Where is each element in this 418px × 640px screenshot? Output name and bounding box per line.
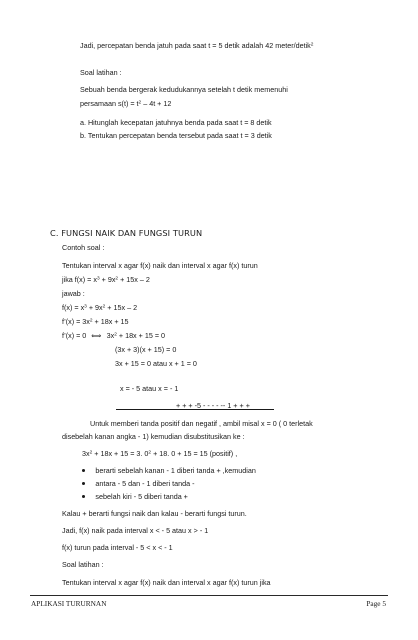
superscript: 2 [148,450,152,456]
number-line [116,409,274,410]
text: f’(x) = 3x [62,317,90,326]
superscript: 2 [89,450,93,456]
text: f’(x) = 0 [62,331,87,340]
step-2 [62,317,129,326]
example-label: Contoh soal : [62,243,105,252]
superscript: 2 [89,318,93,324]
bullet-icon [82,469,85,472]
superscript: 3 [96,276,100,282]
exercise-question: Tentukan interval x agar f(x) naik dan interval x agar f(x) turun jika [62,578,271,587]
superscript: 2 [102,304,106,310]
rule-statement: Kalau + berarti fungsi naik dan kalau - berarti fungsi turun. [62,509,247,518]
text: + 18. 0 + 15 = 15 (positif) , [151,449,238,458]
step-3 [62,331,165,340]
text: 3x [82,449,90,458]
list-item [82,492,188,501]
exercise-item-b: b. Tentukan percepatan benda tersebut pada saat t = 3 detik [80,131,272,140]
bullet-icon [82,495,85,498]
problem-line-1: Sebuah benda bergerak kedudukannya setelah t detik memenuhi [80,85,288,94]
section-title: C. FUNGSI NAIK DAN FUNGSI TURUN [50,228,203,238]
text: jika f(x) = x [62,275,97,284]
text: – 4t + 12 [141,99,172,108]
step-4: (3x + 3)(x + 15) = 0 [115,345,177,354]
text: 3x [106,331,115,340]
superscript: 2 [115,276,119,282]
conclusion-increasing: Jadi, f(x) naik pada interval x < - 5 atau x > - 1 [62,526,209,535]
exercise-item-a: a. Hitunglah kecepatan jatuhnya benda pada saat t = 8 detik [80,118,272,127]
text: + 15x – 2 [118,275,150,284]
superscript: 2 [114,332,117,338]
conclusion-line [80,41,313,50]
question-line: Tentukan interval x agar f(x) naik dan interval x agar f(x) turun [62,261,258,270]
bullet-icon [82,482,85,485]
superscript: 3 [84,304,87,310]
problem-line-2 [80,99,171,108]
text: + 9x [86,303,103,312]
superscript: 2 [138,100,142,106]
list-item-text: antara - 5 dan - 1 diberi tanda - [95,479,195,488]
list-item-text: sebelah kiri - 5 diberi tanda + [95,492,188,501]
step-5: 3x + 15 = 0 atau x + 1 = 0 [115,359,197,368]
explanation-line-1: Untuk memberi tanda positif dan negatif , ambil misal x = 0 ( 0 terletak [90,419,313,428]
text: + 15x – 2 [105,303,138,312]
superscript: 2 [310,42,314,48]
conclusion-text: Jadi, percepatan benda jatuh pada saat t = 5 detik adalah 42 meter/detik [80,41,311,50]
iff-arrow-icon: ⟺ [91,331,102,340]
substitution-line [82,449,237,458]
explanation-line-2: disebelah kanan angka - 1) kemudian disubstitusikan ke : [62,432,245,441]
given-function [62,275,150,284]
text: + 18x + 15 = 0 [116,331,166,340]
roots-line: x = - 5 atau x = - 1 [120,384,179,393]
step-1 [62,303,137,312]
list-item [82,466,256,475]
text: + 9x [99,275,116,284]
text: persamaan s(t) = t [80,99,139,108]
list-item-text: berarti sebelah kanan - 1 diberi tanda + ,kemudian [95,466,256,475]
conclusion-decreasing: f(x) turun pada interval - 5 < x < - 1 [62,543,173,552]
sign-chart: + + + -5 - - - - -- 1 + + + [176,401,250,410]
footer-divider [30,595,388,596]
footer-title: APLIKASI TURURNAN [31,599,107,608]
exercise-label-2: Soal latihan : [62,560,104,569]
text: + 18x + 15 = 3. 0 [92,449,149,458]
list-item [82,479,194,488]
text: + 18x + 15 [92,317,129,326]
exercise-label: Soal latihan : [80,68,122,77]
page-number: Page 5 [366,599,386,608]
text: f(x) = x [62,303,85,312]
answer-label: jawab : [62,289,85,298]
